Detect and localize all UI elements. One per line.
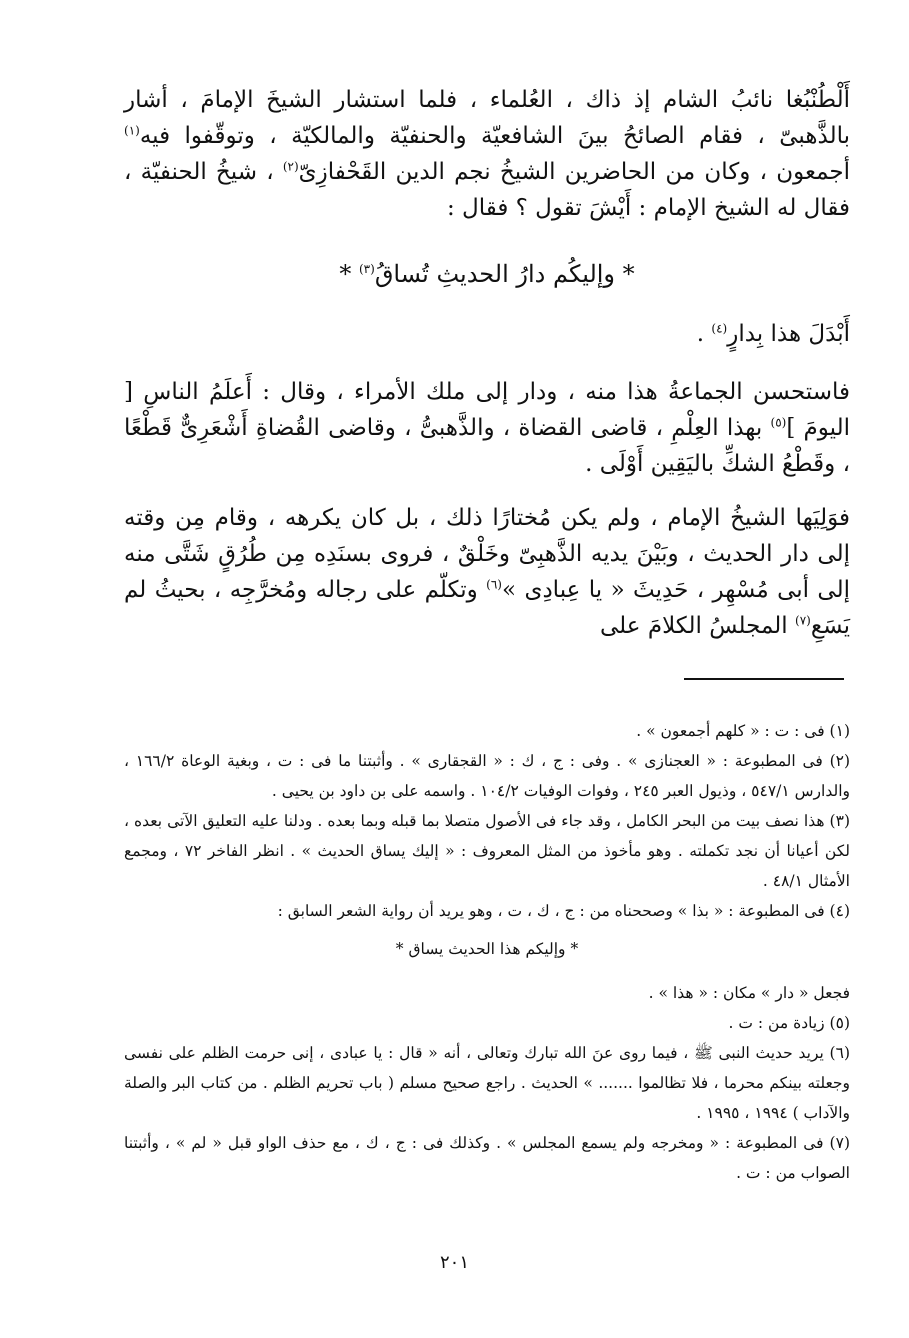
footnote-ref-5[interactable]: (٥): [770, 415, 787, 430]
footnote-ref-2[interactable]: (٢): [282, 159, 299, 174]
footnotes: [124, 716, 850, 1188]
footnote-4-end: فجعل « دار » مكان : « هذا » .: [648, 984, 850, 1002]
footnote-ref-4[interactable]: (٤): [711, 321, 728, 336]
footnote-separator: [684, 678, 844, 680]
footnote-ref-1[interactable]: (١): [124, 123, 140, 138]
page-number: ٢٠١: [439, 1252, 469, 1273]
main-text: [124, 82, 850, 644]
footnote-1: (١) فى : ت : « كلهم أجمعون » .: [636, 722, 850, 740]
footnote-5: (٥) زيادة من : ت .: [728, 1014, 850, 1032]
half-verse-line: أَبْدَلَ هذا بِدارٍ$^{(٤)}$ .: [696, 321, 850, 347]
footnote-2: (٢) فى المطبوعة : « العجنازى » . وفى : ج ، ك : « القجقارى » . وأثبتنا ما فى : ت ، وبغية الوعاة ١٦٦/٢ ، والدارس ٥٤٧/١ ، وذيول العبر ٢٤٥ ، وفوات الوفيات ١٠٤/٢ . واسمه على بن داود بن يحيى .: [124, 752, 851, 800]
footnote-7: (٧) فى المطبوعة : « ومخرجه ولم يسمع المجلس » . وكذلك فى : ج ، ك ، مع حذف الواو قبل « لم » ، وأثبتنا الصواب من : ت .: [124, 1134, 850, 1182]
verse-line: * وإليكُم دارُ الحديثِ تُساقُ$^{(٣)}$ *: [339, 260, 635, 288]
footnote-4-verse: * وإليكم هذا الحديث يساق *: [395, 940, 579, 958]
footnote-ref-7[interactable]: (٧): [795, 613, 811, 628]
footnote-3: (٣) هذا نصف بيت من البحر الكامل ، وقد جاء فى الأصول متصلا بما قبله وبما بعده . ودلنا عليه التعليق الآتى بعده ، لكن أعيانا أن نجد تكملته . وهو مأخوذ من المثل المعروف : « إليك يساق الحديث » . انظر الفاخر ٧٢ ، ومجمع الأمثال ٤٨/١ .: [124, 812, 851, 890]
paragraph-3: فوَلِيَها الشيخُ الإمام ، ولم يكن مُختارًا ذلك ، بل كان يكرهه ، وقام مِن وقته إلى دار الحديث ، وبَيْنَ يديه الذَّهبِىّ وخَلْقٌ ، فروى بسنَدِه مِن طُرُقٍ شَتَّى منه إلى أبى مُسْهِر ، حَدِيثَ « يا عِبادِى »$^{(٦)}$ وتكلّم على رجاله ومُخرَّجِه ، بحيثُ لم يَسَعِ$^{(٧)}$ المجلسُ الكلامَ على: [124, 505, 850, 639]
footnote-4: (٤) فى المطبوعة : « بذا » وصححناه من : ج ، ك ، ت ، وهو يريد أن رواية الشعر السابق :: [277, 902, 850, 920]
footnote-ref-6[interactable]: (٦): [486, 577, 502, 592]
paragraph-2: فاستحسن الجماعةُ هذا منه ، ودار إلى ملك الأمراء ، وقال : أَعلَمُ الناسِ [ اليومَ ]$^{(٥)}$ بهذا العِلْمِ ، قاضى القضاة ، والذَّهبىُّ ، وقاضى القُضاةِ أَشْعَرِىٌّ قَطْعًا ، وقَطْعُ الشكِّ باليَقِين أَوْلَى .: [124, 379, 851, 477]
footnote-ref-3[interactable]: (٣): [358, 262, 375, 276]
footnote-6: (٦) يريد حديث النبى ﷺ ، فيما روى عنَ الله تبارك وتعالى ، أنه « قال : يا عبادى ، إنى حرمت الظلم على نفسى وجعلته بينكم محرما ، فلا تظالموا ....... » الحديث . راجع صحيح مسلم ( باب تحريم الظلم . من كتاب البر والصلة والآداب ) ١٩٩٤ ، ١٩٩٥ .: [124, 1044, 850, 1122]
paragraph-1: أَلْطُنْبُغا نائبُ الشام إذ ذاك ، العُلماء ، فلما استشار الشيخَ الإمامَ ، أشار بالذَّهبىّ ، فقام الصائحُ بينَ الشافعيّة والحنفيّة والمالكيّة ، وتوقّفوا فيه$^{(١)}$ أجمعون ، وكان من الحاضرين الشيخُ نجم الدين القَحْفازِىّ$^{(٢)}$ ، شيخُ الحنفيّة ، فقال له الشيخ الإمام : أَيْشَ تقول ؟ فقال :: [124, 87, 850, 221]
